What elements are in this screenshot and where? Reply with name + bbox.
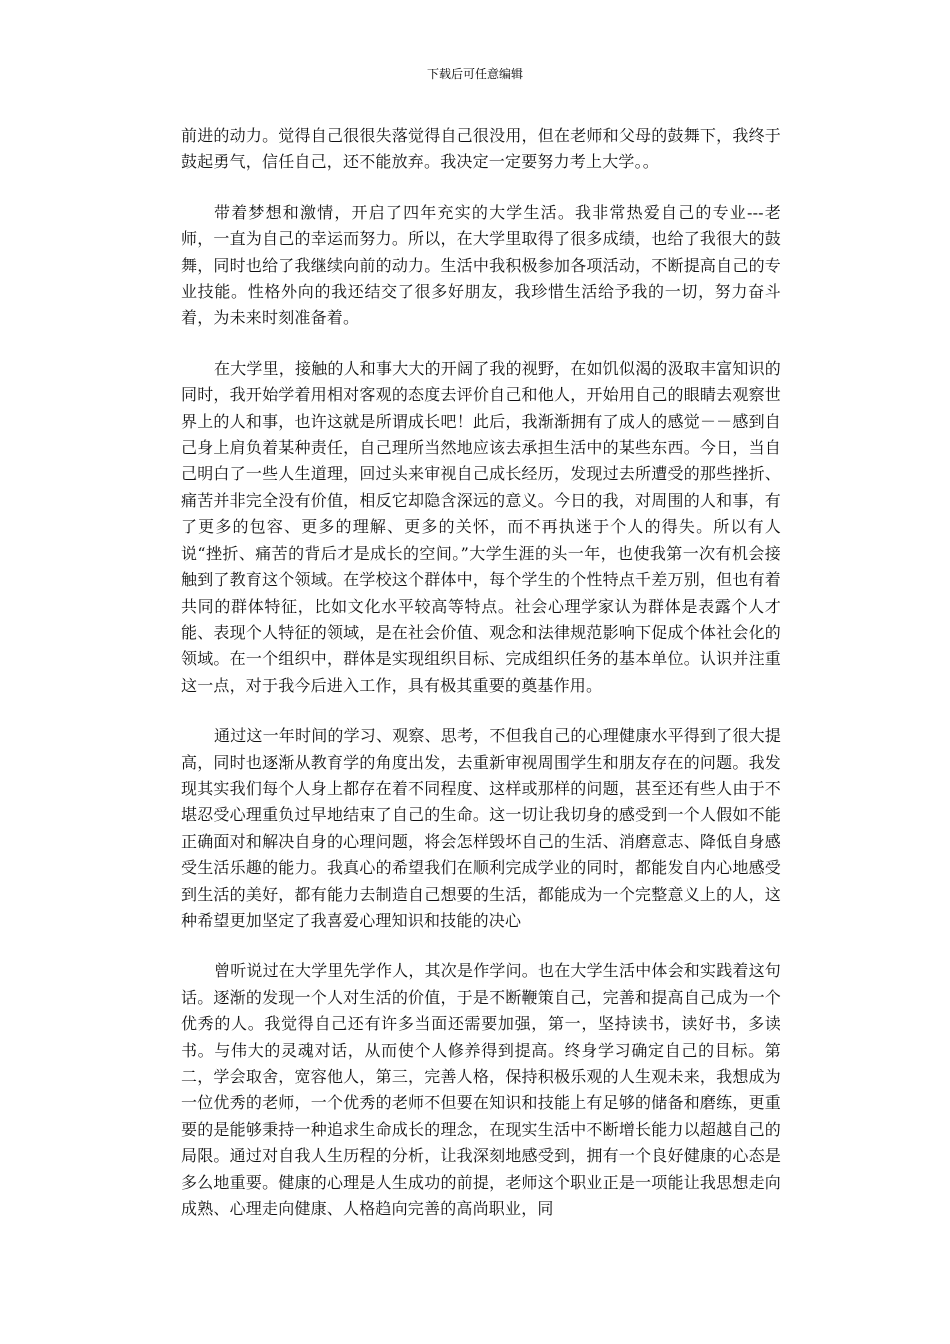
page-header-note: 下载后可任意编辑 [426, 67, 523, 81]
document-body [181, 123, 781, 1246]
paragraph-4: 通过这一年时间的学习、观察、思考，不但我自己的心理健康水平得到了很大提高，同时也逐渐从教育学的角度出发，去重新审视周围学生和朋友存在的问题。我发现其实我们每个人身上都存在着不同程度、这样或那样的问题，甚至还有些人由于不堪忍受心理重负过早地结束了自己的生命。这一切让我切身的感受到一个人假如不能正确面对和解决自身的心理问题，将会怎样毁坏自己的生活、消磨意志、降低自身感受生活乐趣的能力。我真心的希望我们在顺利完成学业的同时，都能发自内心地感受到生活的美好，都有能力去制造自己想要的生活，都能成为一个完整意义上的人，这种希望更加坚定了我喜爱心理知识和技能的决心 [181, 726, 782, 930]
paragraph-5: 曾听说过在大学里先学作人，其次是作学问。也在大学生活中体会和实践着这句话。逐渐的发现一个人对生活的价值，于是不断鞭策自己，完善和提高自己成为一个优秀的人。我觉得自己还有许多当面还需要加强，第一，坚持读书，读好书，多读书。与伟大的灵魂对话，从而使个人修养得到提高。终身学习确定自己的目标。第二，学会取舍，宽容他人，第三，完善人格，保持积极乐观的人生观未来，我想成为一位优秀的老师，一个优秀的老师不但要在知识和技能上有足够的储备和磨练，更重要的是能够秉持一种追求生命成长的理念，在现实生活中不断增长能力以超越自己的局限。通过对自我人生历程的分析，让我深刻地感受到，拥有一个良好健康的心态是多么地重要。健康的心理是人生成功的前提，老师这个职业正是一项能让我思想走向成熟、心理走向健康、人格趋向完善的高尚职业，同 [181, 961, 782, 1219]
paragraph-3: 在大学里，接触的人和事大大的开阔了我的视野，在如饥似渴的汲取丰富知识的同时，我开始学着用相对客观的态度去评价自己和他人，开始用自己的眼睛去观察世界上的人和事，也许这就是所谓成长吧！此后，我渐渐拥有了成人的感觉－－感到自己身上肩负着某种责任，自己理所当然地应该去承担生活中的某些东西。今日，当自己明白了一些人生道理，回过头来审视自己成长经历，发现过去所遭受的那些挫折、痛苦并非完全没有价值，相反它却隐含深远的意义。今日的我，对周围的人和事，有了更多的包容、更多的理解、更多的关怀，而不再执迷于个人的得失。所以有人说“挫折、痛苦的背后才是成长的空间。”大学生涯的头一年，也使我第一次有机会接触到了教育这个领域。在学校这个群体中，每个学生的个性特点千差万别，但也有着共同的群体特征，比如文化水平较高等特点。社会心理学家认为群体是表露个人才能、表现个人特征的领域，是在社会价值、观念和法律规范影响下促成个体社会化的领域。在一个组织中，群体是实现组织目标、完成组织任务的基本单位。认识并注重这一点，对于我今后进入工作，具有极其重要的奠基作用。 [181, 358, 782, 695]
paragraph-1: 前进的动力。觉得自己很很失落觉得自己很没用，但在老师和父母的鼓舞下，我终于鼓起勇气，信任自己，还不能放弃。我决定一定要努力考上大学。。 [181, 126, 781, 172]
paragraph-2: 带着梦想和激情，开启了四年充实的大学生活。我非常热爱自己的专业---老师，一直为自己的幸运而努力。所以，在大学里取得了很多成绩，也给了我很大的鼓舞，同时也给了我继续向前的动力。生活中我积极参加各项活动，不断提高自己的专业技能。性格外向的我还结交了很多好朋友，我珍惜生活给予我的一切，努力奋斗着，为未来时刻准备着。 [181, 202, 781, 328]
